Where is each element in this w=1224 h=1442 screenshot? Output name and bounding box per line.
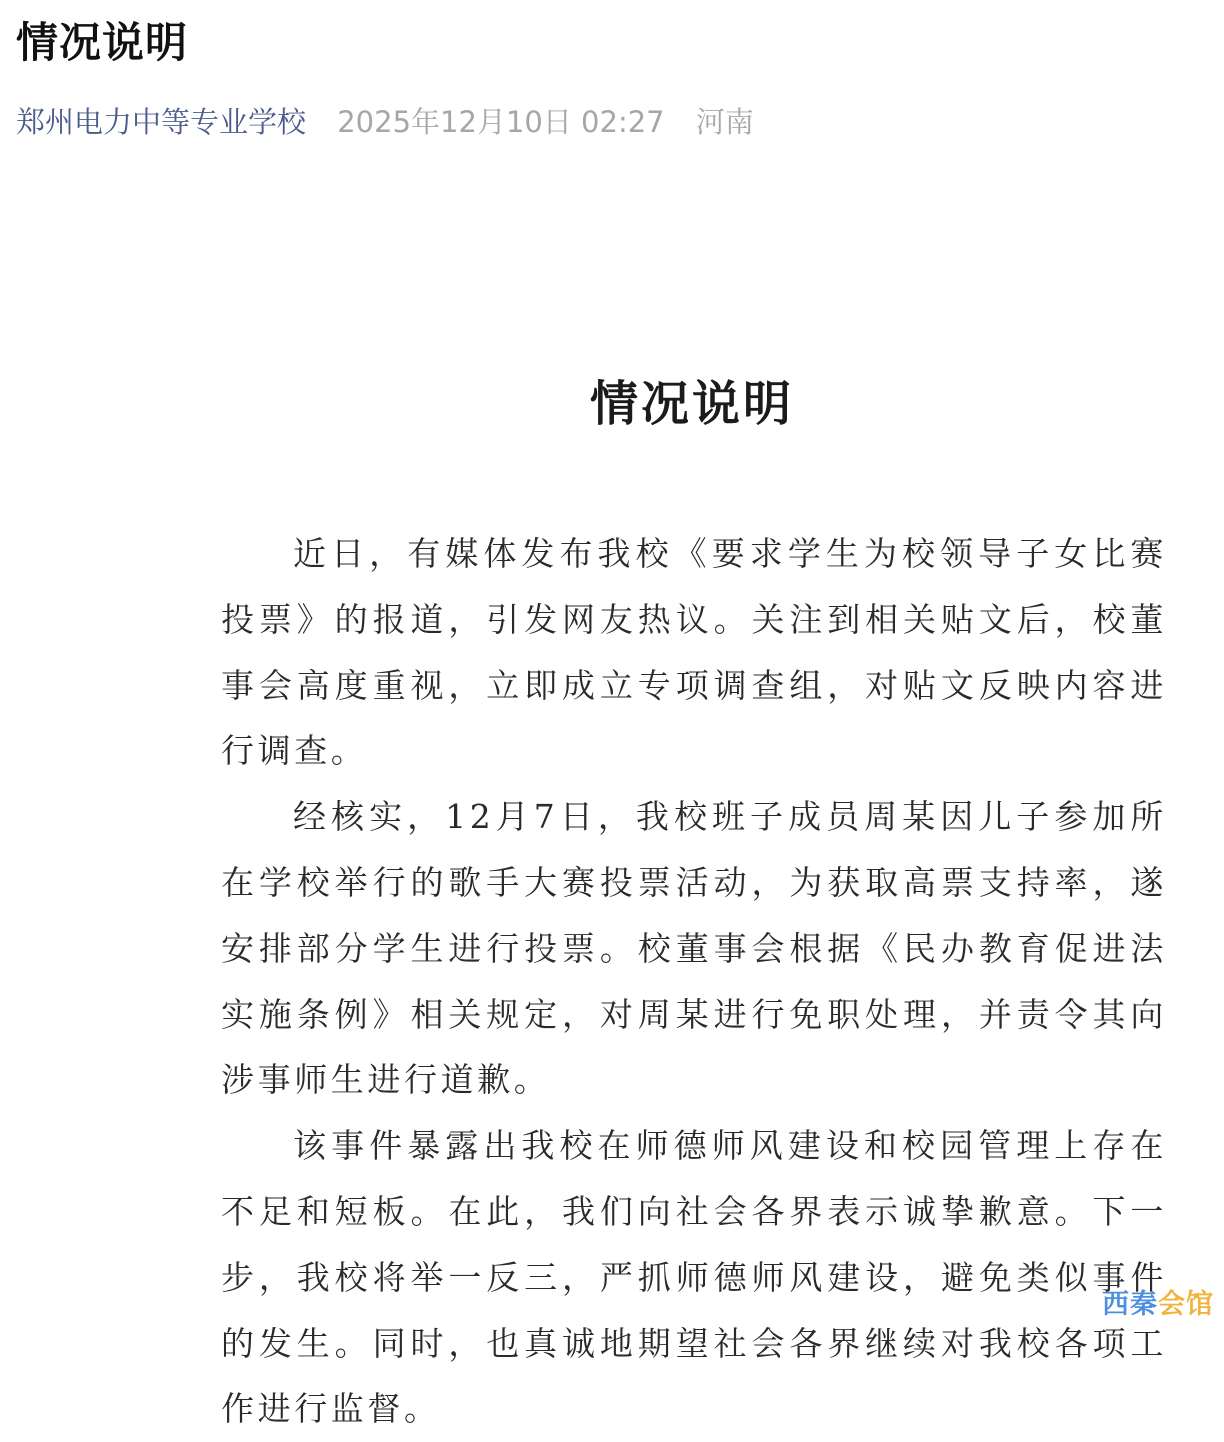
publish-datetime: 2025年12月10日 02:27 (337, 105, 665, 139)
document-title: 情况说明 (589, 376, 794, 432)
watermark-part-1: 西秦 (1102, 1289, 1158, 1320)
article-title: 情况说明 (16, 18, 189, 67)
document-paragraph: 该事件暴露出我校在师德师风建设和校园管理上存在不足和短板。在此，我们向社会各界表示诚挚歉意。下一步，我校将举一反三，严抓师德师风建设，避免类似事件的发生。同时，也真诚地期望社会各界继续对我校各项工作进行监督。 (221, 1126, 1167, 1429)
document-paragraph: 经核实，12月7日，我校班子成员周某因儿子参加所在学校举行的歌手大赛投票活动，为获取高票支持率，遂安排部分学生进行投票。校董事会根据《民办教育促进法实施条例》相关规定，对周某进行免职处理，并责令其向涉事师生进行道歉。 (221, 797, 1167, 1100)
document-paragraph: 近日，有媒体发布我校《要求学生为校领导子女比赛投票》的报道，引发网友热议。关注到相关贴文后，校董事会高度重视，立即成立专项调查组，对贴文反映内容进行调查。 (221, 534, 1167, 771)
source-account-link[interactable]: 郑州电力中等专业学校 (16, 105, 307, 139)
watermark-part-2: 会馆 (1158, 1289, 1214, 1320)
watermark-logo (1102, 1288, 1214, 1322)
statement-document-image (0, 150, 1224, 1429)
publish-location: 河南 (695, 105, 754, 139)
document-body (221, 521, 1167, 1442)
article-meta (16, 102, 754, 142)
